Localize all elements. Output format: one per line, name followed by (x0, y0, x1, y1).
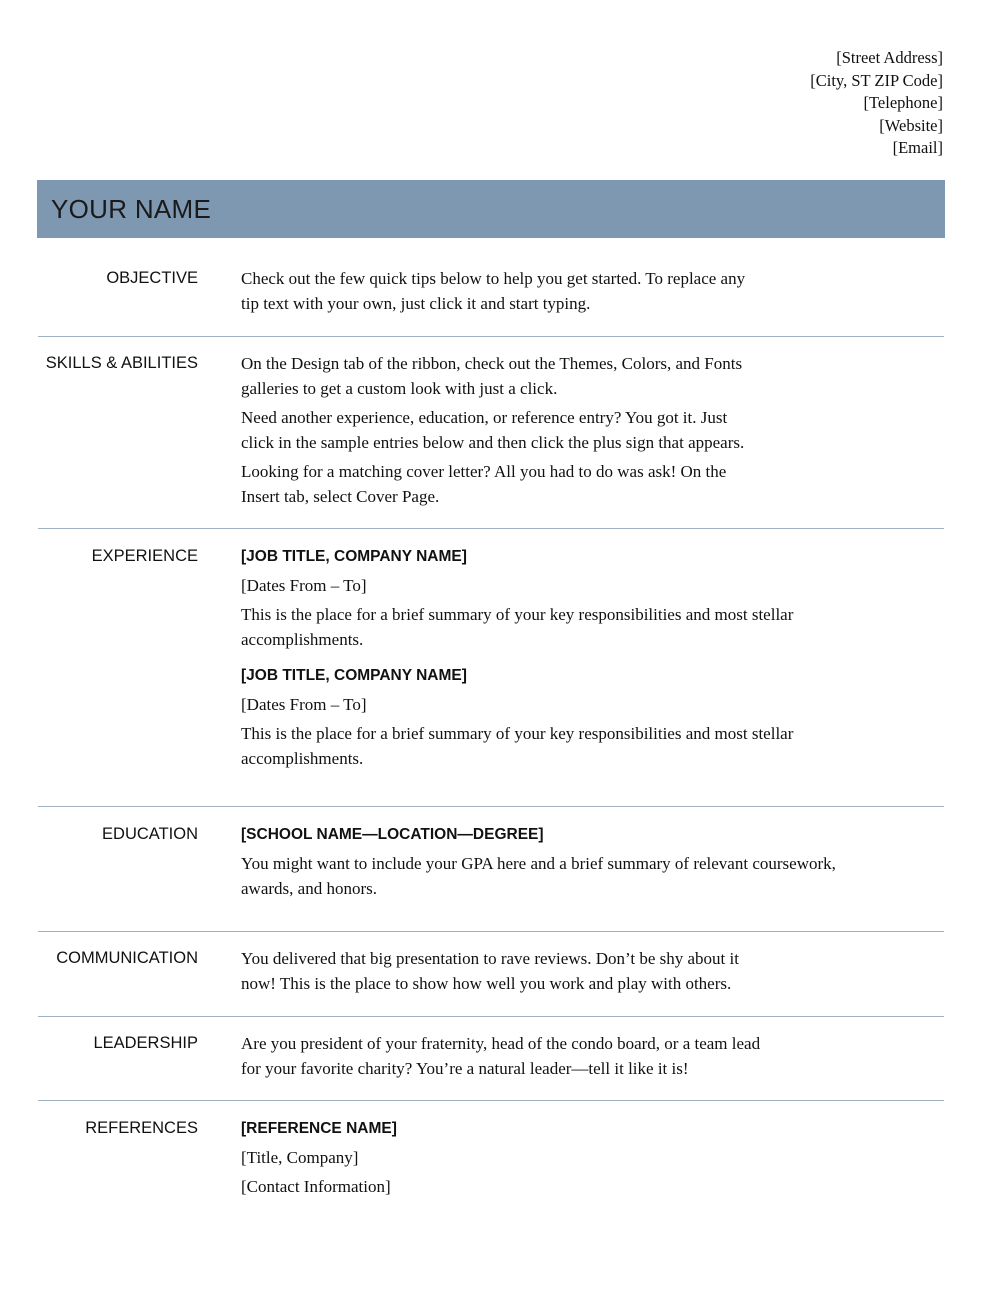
city-state-zip[interactable]: [City, ST ZIP Code] (810, 70, 943, 90)
contact-block (810, 47, 943, 160)
section-divider (38, 336, 944, 337)
section-divider (38, 931, 944, 932)
section-divider (38, 806, 944, 807)
education-summary-line: awards, and honors. (241, 879, 377, 898)
leadership-line: for your favorite charity? You’re a natural leader—tell it like it is! (241, 1059, 689, 1078)
objective-content[interactable] (241, 266, 921, 316)
experience-entry (241, 663, 921, 771)
communication-label: COMMUNICATION (56, 949, 198, 967)
job-title: [JOB TITLE, COMPANY NAME] (241, 667, 467, 684)
communication-text (241, 946, 921, 996)
reference-title: [Title, Company] (241, 1148, 359, 1167)
reference-name: [REFERENCE NAME] (241, 1120, 397, 1137)
references-content[interactable] (241, 1116, 921, 1199)
telephone[interactable]: [Telephone] (863, 93, 943, 112)
skills-paragraph (241, 405, 921, 455)
name-banner (37, 180, 945, 238)
email[interactable]: [Email] (892, 138, 943, 157)
education-content[interactable] (241, 822, 921, 901)
communication-content[interactable] (241, 946, 921, 996)
section-divider (38, 1016, 944, 1017)
objective-text (241, 266, 921, 316)
skills-line: Insert tab, select Cover Page. (241, 487, 440, 506)
education-summary (241, 851, 921, 901)
experience-entry (241, 544, 921, 652)
skills-line: click in the sample entries below and then click the plus sign that appears. (241, 433, 745, 452)
objective-line: tip text with your own, just click it and start typing. (241, 294, 591, 313)
job-summary-line: accomplishments. (241, 630, 364, 649)
job-title: [JOB TITLE, COMPANY NAME] (241, 548, 467, 565)
reference-contact: [Contact Information] (241, 1177, 391, 1196)
skills-content[interactable] (241, 351, 921, 509)
street-address[interactable]: [Street Address] (836, 48, 943, 67)
leadership-content[interactable] (241, 1031, 921, 1081)
section-divider (38, 528, 944, 529)
job-dates: [Dates From – To] (241, 695, 367, 714)
objective-line: Check out the few quick tips below to help you get started. To replace any (241, 269, 746, 288)
experience-label: EXPERIENCE (91, 547, 198, 565)
job-summary-line: This is the place for a brief summary of your key responsibilities and most stellar (241, 724, 794, 743)
job-summary (241, 721, 921, 771)
skills-line: galleries to get a custom look with just a click. (241, 379, 558, 398)
communication-line: now! This is the place to show how well you work and play with others. (241, 974, 732, 993)
skills-label: SKILLS & ABILITIES (45, 354, 198, 372)
job-dates: [Dates From – To] (241, 576, 367, 595)
leadership-line: Are you president of your fraternity, head of the condo board, or a team lead (241, 1034, 761, 1053)
skills-paragraph (241, 351, 921, 401)
skills-line: Need another experience, education, or reference entry? You got it. Just (241, 408, 728, 427)
section-divider (38, 1100, 944, 1101)
leadership-label: LEADERSHIP (93, 1034, 198, 1052)
your-name[interactable]: YOUR NAME (51, 193, 212, 224)
communication-line: You delivered that big presentation to rave reviews. Don’t be shy about it (241, 949, 739, 968)
education-label: EDUCATION (102, 825, 198, 843)
skills-line: Looking for a matching cover letter? All you had to do was ask! On the (241, 462, 727, 481)
references-label: REFERENCES (85, 1119, 198, 1137)
job-summary (241, 602, 921, 652)
school-title: [SCHOOL NAME—LOCATION—DEGREE] (241, 826, 544, 843)
job-summary-line: This is the place for a brief summary of your key responsibilities and most stellar (241, 605, 794, 624)
leadership-text (241, 1031, 921, 1081)
skills-paragraph (241, 459, 921, 509)
job-summary-line: accomplishments. (241, 749, 364, 768)
objective-label: OBJECTIVE (106, 269, 198, 287)
skills-line: On the Design tab of the ribbon, check out the Themes, Colors, and Fonts (241, 354, 743, 373)
experience-content[interactable] (241, 544, 921, 771)
education-summary-line: You might want to include your GPA here and a brief summary of relevant coursework, (241, 854, 836, 873)
website[interactable]: [Website] (879, 115, 943, 135)
